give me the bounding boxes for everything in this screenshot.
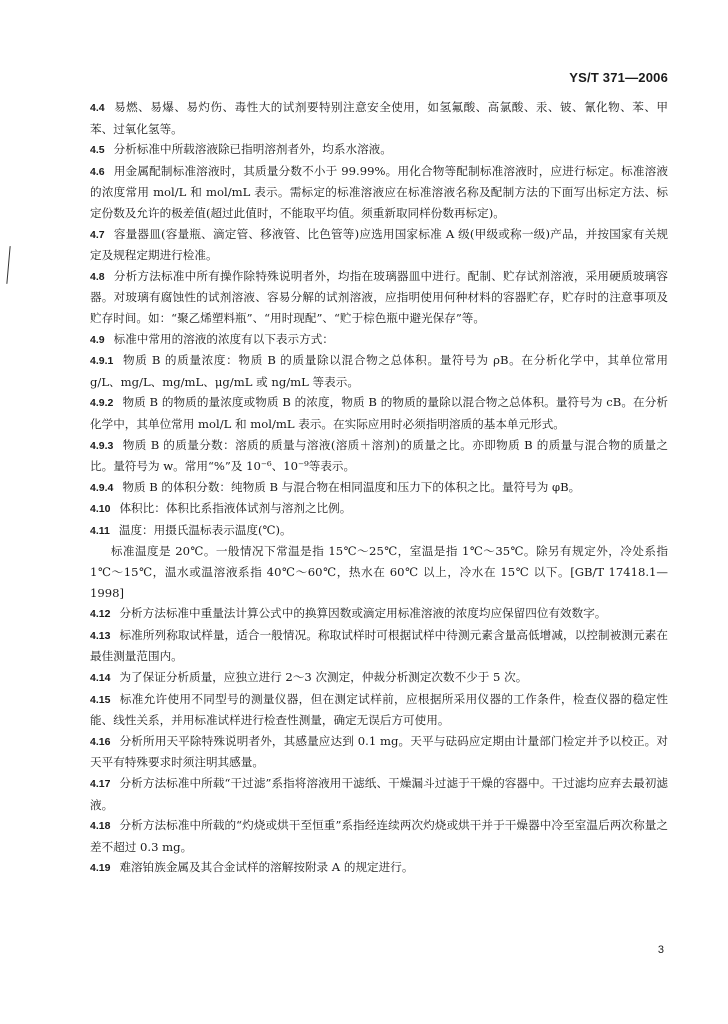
clause-number: 4.10 <box>90 503 111 516</box>
clause-paragraph <box>90 266 668 329</box>
clause-paragraph <box>90 857 668 879</box>
clause-paragraph <box>90 520 668 542</box>
clause-paragraph <box>90 815 668 857</box>
clause-paragraph <box>90 477 668 499</box>
clause-number: 4.5 <box>90 144 105 157</box>
clause-paragraph <box>90 731 668 773</box>
clause-paragraph <box>90 139 668 161</box>
clause-number: 4.17 <box>90 778 111 790</box>
clause-paragraph <box>90 329 668 351</box>
clause-text: 分析方法标准中重量法计算公式中的换算因数或滴定用标准溶液的浓度均应保留四位有效数字。 <box>119 606 607 621</box>
clause-number: 4.4 <box>90 102 105 114</box>
clause-paragraph <box>90 498 668 520</box>
clause-number: 4.11 <box>90 524 110 537</box>
clause-text: 物质 B 的质量浓度：物质 B 的质量除以混合物之总体积。量符号为 ρB。在分析化学中，其单位常用 g/L、mg/L、mg/mL、μg/mL 或 ng/mL 等表示。 <box>90 353 668 389</box>
clause-paragraph <box>90 625 668 667</box>
clause-paragraph <box>90 350 668 392</box>
clause-text: 分析所用天平除特殊说明者外，其感量应达到 0.1 mg。天平与砝码应定期由计量部门检定并予以校正。对天平有特殊要求时须注明其感量。 <box>90 733 668 770</box>
clause-paragraph <box>90 435 668 477</box>
clause-number: 4.8 <box>90 270 105 283</box>
clause-text: 容量器皿(容量瓶、滴定管、移液管、比色管等)应选用国家标准 A 级(甲级或称一级)产品，并按国家有关规定及规程定期进行检准。 <box>90 226 668 263</box>
clause-paragraph <box>90 97 668 139</box>
clause-paragraph <box>90 773 668 815</box>
clause-text: 分析方法标准中所载“干过滤”系指将溶液用干滤纸、干燥漏斗过滤于干燥的容器中。干过滤均应弃去最初滤液。 <box>90 776 668 812</box>
clause-paragraph <box>90 667 668 689</box>
clause-number: 4.9.4 <box>90 481 114 494</box>
clause-number: 4.7 <box>90 228 105 241</box>
clause-text: 物质 B 的质量分数：溶质的质量与溶液(溶质＋溶剂)的质量之比。亦即物质 B 的质量与混合物的质量之比。量符号为 w。常用“%”及 10⁻⁶、10⁻⁹等表示。 <box>90 437 668 474</box>
clause-text: 难溶铂族金属及其合金试样的溶解按附录 A 的规定进行。 <box>119 860 414 875</box>
clause-text: 标准所列称取试样量，适合一般情况。称取试样时可根据试样中待测元素含量高低增减，以控制被测元素在最佳测量范围内。 <box>90 627 668 664</box>
clause-text: 易燃、易爆、易灼伤、毒性大的试剂要特别注意安全使用，如氢氟酸、高氯酸、汞、铍、氰化物、苯、甲苯、过氧化氢等。 <box>90 100 668 136</box>
clause-text: 为了保证分析质量，应独立进行 2～3 次测定，仲裁分析测定次数不少于 5 次。 <box>119 670 528 685</box>
margin-mark <box>6 246 11 284</box>
document-body <box>90 97 668 879</box>
clause-text: 物质 B 的体积分数：纯物质 B 与混合物在相同温度和压力下的体积之比。量符号为 φB。 <box>122 479 581 494</box>
clause-number: 4.18 <box>90 820 111 833</box>
standard-code-header: YS/T 371—2006 <box>569 70 668 85</box>
clause-number: 4.9.3 <box>90 439 114 452</box>
clause-text: 用金属配制标准溶液时，其质量分数不小于 99.99%。用化合物等配制标准溶液时，应进行标定。标准溶液的浓度常用 mol/L 和 mol/mL 表示。需标定的标准溶液应在标准溶液名称及配制方法的下面写出标定方法、标定份数及允许的极差值(超过此值时，不能取平均值。须重新取同样份数再标定)。 <box>90 163 668 220</box>
clause-number: 4.9.2 <box>90 397 114 410</box>
clause-number: 4.16 <box>90 735 111 748</box>
clause-number: 4.19 <box>90 862 111 875</box>
clause-text: 分析方法标准中所载的“灼烧或烘干至恒重”系指经连续两次灼烧或烘干并于干燥器中冷至室温后两次称量之差不超过 0.3 mg。 <box>90 818 668 854</box>
clause-number: 4.9 <box>90 333 105 346</box>
clause-number: 4.6 <box>90 165 105 178</box>
clause-paragraph <box>90 541 668 603</box>
clause-paragraph <box>90 689 668 731</box>
clause-text: 分析标准中所载溶液除已指明溶剂者外，均系水溶液。 <box>113 142 392 157</box>
clause-text: 标准中常用的溶液的浓度有以下表示方式： <box>113 331 334 346</box>
clause-number: 4.13 <box>90 629 111 642</box>
clause-text: 物质 B 的物质的量浓度或物质 B 的浓度，物质 B 的物质的量除以混合物之总体积。量符号为 cB。在分析化学中，其单位常用 mol/L 和 mol/mL 表示。在实际应用时必须指明溶质的基本单元形式。 <box>90 395 668 431</box>
clause-text: 分析方法标准中所有操作除特殊说明者外，均指在玻璃器皿中进行。配制、贮存试剂溶液，采用硬质玻璃容器。对玻璃有腐蚀性的试剂溶液、容易分解的试剂溶液，应指明使用何种材料的容器贮存，贮存时的注意事项及贮存时间。如：“聚乙烯塑料瓶”、“用时现配”、“贮于棕色瓶中避光保存”等。 <box>90 268 668 325</box>
clause-number: 4.14 <box>90 672 111 685</box>
page-number: 3 <box>657 944 664 956</box>
clause-number: 4.12 <box>90 608 111 621</box>
clause-text: 温度：用摄氏温标表示温度(℃)。 <box>118 522 292 537</box>
clause-paragraph <box>90 161 668 224</box>
clause-number: 4.9.1 <box>90 355 114 368</box>
clause-paragraph <box>90 603 668 625</box>
clause-text: 体积比：体积比系指液体试剂与溶剂之比例。 <box>119 501 352 516</box>
clause-paragraph <box>90 392 668 434</box>
clause-text: 标准允许使用不同型号的测量仪器，但在测定试样前，应根据所采用仪器的工作条件，检查仪器的稳定性能、线性关系，并用标准试样进行检查性测量，确定无误后方可使用。 <box>90 691 668 728</box>
clause-number: 4.15 <box>90 693 111 706</box>
clause-text: 标准温度是 20℃。一般情况下常温是指 15℃～25℃，室温是指 1℃～35℃。除另有规定外，冷处系指 1℃～15℃，温水或温溶液系指 40℃～60℃，热水在 60℃ 以上，冷水在 15℃ 以下。[GB/T 17418.1—1998] <box>90 544 668 600</box>
clause-paragraph <box>90 224 668 266</box>
